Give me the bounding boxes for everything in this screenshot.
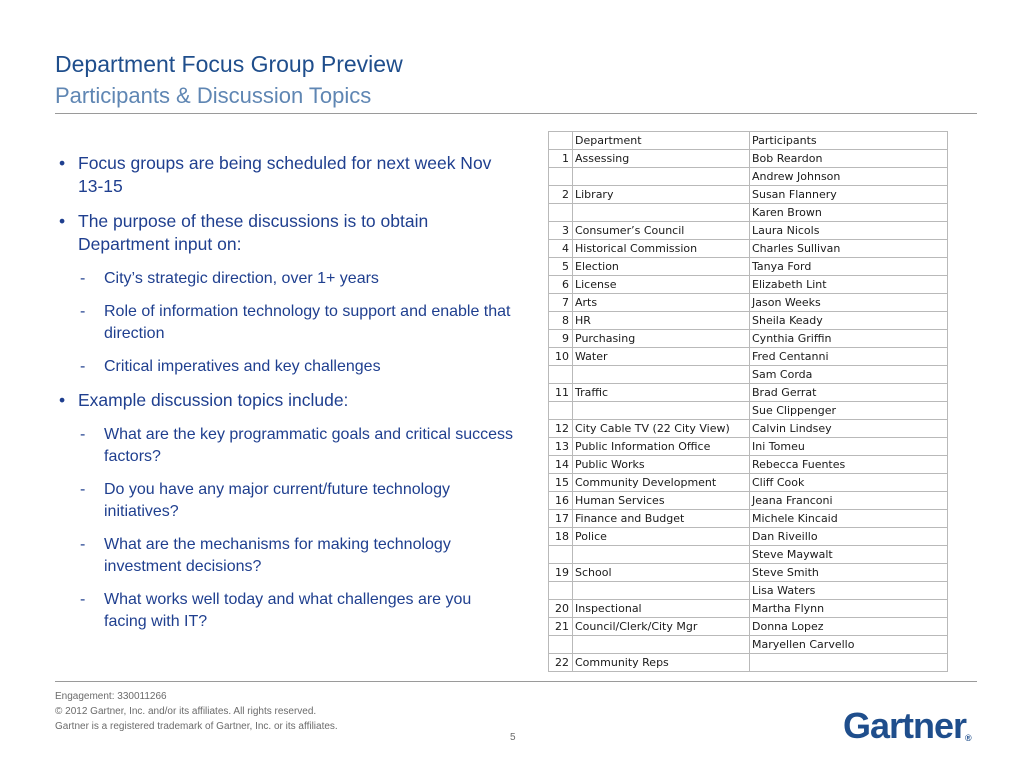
department-cell: Election [573, 258, 750, 276]
table-row [549, 456, 948, 474]
participant-cell: Cliff Cook [750, 474, 948, 492]
row-number-cell: 7 [549, 294, 573, 312]
gartner-logo: Gartner [843, 705, 967, 746]
row-number-cell: 17 [549, 510, 573, 528]
table-row [549, 492, 948, 510]
participant-cell: Tanya Ford [750, 258, 948, 276]
row-number-cell: 21 [549, 618, 573, 636]
sub-bullet-item: - What are the mechanisms for making technology investment decisions? [55, 534, 515, 578]
table-row [549, 186, 948, 204]
table-row [549, 240, 948, 258]
department-cell: Community Development [573, 474, 750, 492]
page-title: Department Focus Group Preview [55, 51, 403, 77]
table-row [549, 654, 948, 672]
table-row [549, 600, 948, 618]
copyright-text: © 2012 Gartner, Inc. and/or its affiliates. All rights reserved. [55, 706, 317, 717]
department-cell: Police [573, 528, 750, 546]
row-number-cell: 3 [549, 222, 573, 240]
table-row [549, 276, 948, 294]
sub-bullet-item: - Role of information technology to support and enable that direction [55, 301, 515, 345]
participant-cell: Brad Gerrat [750, 384, 948, 402]
department-cell [573, 168, 750, 186]
participant-cell: Jason Weeks [750, 294, 948, 312]
table-row [549, 294, 948, 312]
table-row [549, 366, 948, 384]
department-cell: Assessing [573, 150, 750, 168]
participant-cell: Martha Flynn [750, 600, 948, 618]
participant-cell: Steve Smith [750, 564, 948, 582]
department-cell: Traffic [573, 384, 750, 402]
row-number-cell [549, 168, 573, 186]
row-number-cell [549, 546, 573, 564]
bullet-item: • Example discussion topics include: [55, 389, 515, 412]
page-subtitle: Participants & Discussion Topics [55, 83, 372, 108]
participant-cell: Lisa Waters [750, 582, 948, 600]
table-row [549, 546, 948, 564]
row-number-cell: 9 [549, 330, 573, 348]
department-cell: Human Services [573, 492, 750, 510]
table-row [549, 510, 948, 528]
table-body [549, 150, 948, 672]
table-row [549, 330, 948, 348]
row-number-cell: 18 [549, 528, 573, 546]
table-row [549, 582, 948, 600]
department-cell: Arts [573, 294, 750, 312]
row-number-cell: 19 [549, 564, 573, 582]
row-number-cell: 22 [549, 654, 573, 672]
participant-cell: Sue Clippenger [750, 402, 948, 420]
participant-cell: Sheila Keady [750, 312, 948, 330]
sub-bullet-item: - City’s strategic direction, over 1+ years [55, 268, 515, 290]
table-row [549, 420, 948, 438]
table-row [549, 150, 948, 168]
table-row [549, 636, 948, 654]
participant-cell: Maryellen Carvello [750, 636, 948, 654]
row-number-cell: 4 [549, 240, 573, 258]
header-participants: Participants [750, 132, 948, 150]
row-number-cell [549, 582, 573, 600]
table-row [549, 528, 948, 546]
department-cell: License [573, 276, 750, 294]
row-number-cell [549, 204, 573, 222]
department-cell [573, 366, 750, 384]
sub-bullet-item: - Critical imperatives and key challenges [55, 356, 515, 378]
department-cell: Inspectional [573, 600, 750, 618]
row-number-cell: 13 [549, 438, 573, 456]
department-cell: Purchasing [573, 330, 750, 348]
registered-mark: ® [965, 733, 972, 743]
department-cell: Finance and Budget [573, 510, 750, 528]
participant-cell: Andrew Johnson [750, 168, 948, 186]
participant-cell: Jeana Franconi [750, 492, 948, 510]
row-number-cell: 1 [549, 150, 573, 168]
table-row [549, 402, 948, 420]
table-row [549, 204, 948, 222]
department-cell [573, 636, 750, 654]
row-number-cell: 20 [549, 600, 573, 618]
participant-cell: Bob Reardon [750, 150, 948, 168]
department-cell [573, 582, 750, 600]
row-number-cell: 2 [549, 186, 573, 204]
sub-bullet-item: - What works well today and what challenges are you facing with IT? [55, 589, 515, 633]
table-row [549, 348, 948, 366]
bullet-item: • Focus groups are being scheduled for next week Nov 13-15 [55, 152, 515, 198]
department-cell [573, 546, 750, 564]
row-number-cell: 10 [549, 348, 573, 366]
sub-bullet-item: - Do you have any major current/future technology initiatives? [55, 479, 515, 523]
table-row [549, 222, 948, 240]
participant-cell: Susan Flannery [750, 186, 948, 204]
participant-cell: Charles Sullivan [750, 240, 948, 258]
participants-table [548, 131, 948, 672]
table-row [549, 168, 948, 186]
participant-cell: Elizabeth Lint [750, 276, 948, 294]
table-row [549, 618, 948, 636]
participant-cell: Fred Centanni [750, 348, 948, 366]
department-cell: School [573, 564, 750, 582]
engagement-text: Engagement: 330011266 [55, 691, 167, 702]
participant-cell: Steve Maywalt [750, 546, 948, 564]
participant-cell: Karen Brown [750, 204, 948, 222]
participant-cell [750, 654, 948, 672]
department-cell: Historical Commission [573, 240, 750, 258]
table-row [549, 474, 948, 492]
participant-cell: Sam Corda [750, 366, 948, 384]
department-cell: Public Information Office [573, 438, 750, 456]
row-number-cell [549, 366, 573, 384]
row-number-cell: 15 [549, 474, 573, 492]
participant-cell: Donna Lopez [750, 618, 948, 636]
table-row [549, 438, 948, 456]
participant-cell: Ini Tomeu [750, 438, 948, 456]
row-number-cell: 8 [549, 312, 573, 330]
row-number-cell: 12 [549, 420, 573, 438]
header-department: Department [573, 132, 750, 150]
participant-cell: Calvin Lindsey [750, 420, 948, 438]
row-number-cell: 14 [549, 456, 573, 474]
department-cell: Council/Clerk/City Mgr [573, 618, 750, 636]
bullet-list [55, 152, 515, 644]
table-header-row [549, 132, 948, 150]
participant-cell: Rebecca Fuentes [750, 456, 948, 474]
footer-notes [55, 689, 338, 734]
table-row [549, 312, 948, 330]
trademark-text: Gartner is a registered trademark of Gartner, Inc. or its affiliates. [55, 721, 338, 732]
participant-cell: Cynthia Griffin [750, 330, 948, 348]
department-cell [573, 402, 750, 420]
table-row [549, 564, 948, 582]
table-row [549, 258, 948, 276]
row-number-cell [549, 402, 573, 420]
row-number-cell: 11 [549, 384, 573, 402]
header-divider [55, 113, 977, 114]
department-cell [573, 204, 750, 222]
department-cell: Water [573, 348, 750, 366]
participant-cell: Laura Nicols [750, 222, 948, 240]
participant-cell: Michele Kincaid [750, 510, 948, 528]
department-cell: Public Works [573, 456, 750, 474]
bullet-item: • The purpose of these discussions is to obtain Department input on: [55, 210, 515, 256]
participant-cell: Dan Riveillo [750, 528, 948, 546]
row-number-cell: 16 [549, 492, 573, 510]
row-number-cell [549, 636, 573, 654]
department-cell: Consumer’s Council [573, 222, 750, 240]
department-cell: Library [573, 186, 750, 204]
sub-bullet-item: - What are the key programmatic goals and critical success factors? [55, 424, 515, 468]
department-cell: HR [573, 312, 750, 330]
department-cell: Community Reps [573, 654, 750, 672]
row-number-cell: 5 [549, 258, 573, 276]
row-number-cell: 6 [549, 276, 573, 294]
department-cell: City Cable TV (22 City View) [573, 420, 750, 438]
header-number [549, 132, 573, 150]
table-row [549, 384, 948, 402]
participants-table-container [548, 131, 948, 672]
page-number: 5 [510, 732, 516, 743]
footer-divider [55, 681, 977, 682]
